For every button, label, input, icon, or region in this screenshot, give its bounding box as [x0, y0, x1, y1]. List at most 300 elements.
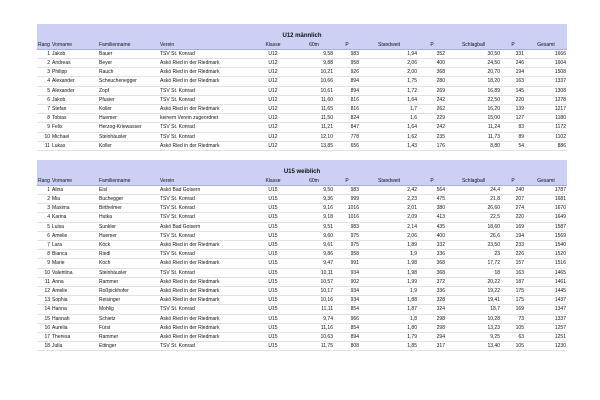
- cell-verein: Askö Ried in der Riedmark: [159, 104, 252, 113]
- cell-familienname: Huemer: [98, 231, 159, 240]
- cell-gesamt: 1347: [525, 305, 567, 314]
- cell-verein: Askö Ried in der Riedmark: [159, 286, 252, 295]
- cell-gesamt: 1666: [525, 49, 567, 58]
- cell-sprint-points: 983: [334, 185, 360, 194]
- table-row: [37, 314, 567, 323]
- table-row: [37, 240, 567, 249]
- cell-rang: 12: [37, 286, 51, 295]
- table-row: [37, 213, 567, 222]
- cell-standweit-points: 235: [418, 132, 446, 141]
- cell-klasse: U15: [252, 268, 294, 277]
- cell-sprint-60m: 10,63: [294, 332, 334, 341]
- cell-rang: 1: [37, 49, 51, 58]
- cell-familienname: Reisinger: [98, 296, 159, 305]
- cell-standweit: 1,6: [360, 114, 418, 123]
- cell-sprint-60m: 9,58: [294, 49, 334, 58]
- table-row: [37, 342, 567, 351]
- u12-results-table: [37, 24, 567, 151]
- column-header-sprint-60m: 60m: [294, 41, 334, 50]
- cell-familienname: Koch: [98, 259, 159, 268]
- cell-schlagball: 20,70: [446, 68, 501, 77]
- cell-standweit: 2,06: [360, 231, 418, 240]
- cell-familienname: Schietz: [98, 314, 159, 323]
- cell-vorname: Amelie: [51, 231, 98, 240]
- cell-gesamt: 1180: [525, 114, 567, 123]
- table-row: [37, 332, 567, 341]
- cell-vorname: Michael: [51, 132, 98, 141]
- cell-schlagball-points: 246: [501, 58, 525, 67]
- cell-standweit-points: 242: [418, 95, 446, 104]
- cell-standweit-points: 324: [418, 305, 446, 314]
- cell-schlagball-points: 63: [501, 332, 525, 341]
- cell-gesamt: 1465: [525, 268, 567, 277]
- cell-gesamt: 1172: [525, 123, 567, 132]
- cell-sprint-points: 934: [334, 268, 360, 277]
- cell-sprint-60m: 11,21: [294, 123, 334, 132]
- cell-schlagball-points: 169: [501, 305, 525, 314]
- cell-schlagball: 19,41: [446, 296, 501, 305]
- cell-familienname: Bauer: [98, 49, 159, 58]
- cell-schlagball: 22,50: [446, 95, 501, 104]
- cell-schlagball: 13,40: [446, 342, 501, 351]
- column-header-standweit-points: P: [418, 177, 446, 186]
- cell-sprint-points: 983: [334, 49, 360, 58]
- cell-sprint-60m: 11,50: [294, 114, 334, 123]
- column-header-standweit: Standweit: [360, 177, 418, 186]
- cell-klasse: U12: [252, 77, 294, 86]
- table-row: [37, 222, 567, 231]
- cell-schlagball: 24,4: [446, 185, 501, 194]
- cell-sprint-points: 958: [334, 250, 360, 259]
- cell-rang: 7: [37, 104, 51, 113]
- cell-standweit: 2,00: [360, 68, 418, 77]
- cell-klasse: U12: [252, 58, 294, 67]
- cell-sprint-points: 1016: [334, 213, 360, 222]
- cell-schlagball-points: 105: [501, 323, 525, 332]
- cell-standweit-points: 336: [418, 250, 446, 259]
- cell-vorname: Amelie: [51, 286, 98, 295]
- cell-vorname: Felix: [51, 123, 98, 132]
- cell-standweit-points: 413: [418, 213, 446, 222]
- cell-schlagball-points: 127: [501, 114, 525, 123]
- cell-verein: Askö Bad Goisern: [159, 222, 252, 231]
- cell-gesamt: 1587: [525, 222, 567, 231]
- cell-verein: keinem Verein zugeordnet: [159, 114, 252, 123]
- cell-standweit: 1,80: [360, 323, 418, 332]
- cell-sprint-points: 847: [334, 123, 360, 132]
- cell-schlagball-points: 331: [501, 49, 525, 58]
- cell-vorname: Jakob: [51, 95, 98, 104]
- column-header-familienname: Familienname: [98, 41, 159, 50]
- cell-vorname: Tobias: [51, 114, 98, 123]
- cell-schlagball: 9,25: [446, 332, 501, 341]
- cell-sprint-points: 999: [334, 194, 360, 203]
- cell-gesamt: 1787: [525, 185, 567, 194]
- cell-standweit-points: 229: [418, 114, 446, 123]
- cell-standweit-points: 317: [418, 342, 446, 351]
- table-row: [37, 86, 567, 95]
- cell-gesamt: 1569: [525, 231, 567, 240]
- table-row: [37, 305, 567, 314]
- cell-schlagball-points: 207: [501, 194, 525, 203]
- table-row: [37, 286, 567, 295]
- cell-verein: Askö Ried in der Riedmark: [159, 332, 252, 341]
- cell-vorname: Andreas: [51, 58, 98, 67]
- cell-verein: TSV St. Konrad: [159, 204, 252, 213]
- cell-schlagball-points: 233: [501, 240, 525, 249]
- cell-sprint-60m: 12,10: [294, 132, 334, 141]
- cell-verein: TSV St. Konrad: [159, 194, 252, 203]
- cell-sprint-60m: 9,18: [294, 213, 334, 222]
- cell-gesamt: 1337: [525, 314, 567, 323]
- cell-standweit-points: 368: [418, 268, 446, 277]
- cell-familienname: Fürst: [98, 323, 159, 332]
- cell-vorname: Mia: [51, 194, 98, 203]
- cell-sprint-points: 894: [334, 77, 360, 86]
- cell-schlagball: 19,22: [446, 286, 501, 295]
- cell-klasse: U12: [252, 132, 294, 141]
- cell-verein: TSV St. Konrad: [159, 305, 252, 314]
- cell-rang: 3: [37, 204, 51, 213]
- cell-rang: 2: [37, 58, 51, 67]
- cell-standweit: 1,89: [360, 240, 418, 249]
- cell-rang: 11: [37, 141, 51, 150]
- cell-schlagball: 11,73: [446, 132, 501, 141]
- cell-rang: 8: [37, 114, 51, 123]
- cell-rang: 6: [37, 95, 51, 104]
- cell-verein: Askö Ried in der Riedmark: [159, 277, 252, 286]
- cell-gesamt: 1516: [525, 259, 567, 268]
- column-header-klasse: Klasse: [252, 41, 294, 50]
- cell-gesamt: 1437: [525, 296, 567, 305]
- cell-familienname: Rammer: [98, 332, 159, 341]
- cell-sprint-points: 778: [334, 132, 360, 141]
- cell-standweit: 1,9: [360, 250, 418, 259]
- cell-schlagball: 18,20: [446, 77, 501, 86]
- table-row: [37, 259, 567, 268]
- cell-klasse: U15: [252, 185, 294, 194]
- cell-standweit: 2,01: [360, 204, 418, 213]
- cell-familienname: Koller: [98, 104, 159, 113]
- cell-familienname: Beyer: [98, 58, 159, 67]
- cell-schlagball-points: 187: [501, 277, 525, 286]
- cell-sprint-60m: 10,57: [294, 277, 334, 286]
- cell-schlagball-points: 194: [501, 231, 525, 240]
- cell-standweit: 1,98: [360, 259, 418, 268]
- cell-vorname: Philipp: [51, 68, 98, 77]
- cell-verein: Askö Ried in der Riedmark: [159, 259, 252, 268]
- cell-standweit-points: 336: [418, 286, 446, 295]
- cell-rang: 2: [37, 194, 51, 203]
- cell-standweit: 1,43: [360, 141, 418, 150]
- cell-standweit: 2,06: [360, 58, 418, 67]
- cell-familienname: Eisl: [98, 185, 159, 194]
- cell-verein: Askö Ried in der Riedmark: [159, 68, 252, 77]
- cell-vorname: Stefan: [51, 104, 98, 113]
- cell-schlagball-points: 157: [501, 259, 525, 268]
- table-row: [37, 231, 567, 240]
- cell-sprint-60m: 11,65: [294, 104, 334, 113]
- cell-rang: 7: [37, 240, 51, 249]
- cell-standweit-points: 372: [418, 277, 446, 286]
- table-row: [37, 49, 567, 58]
- cell-gesamt: 1681: [525, 194, 567, 203]
- cell-klasse: U15: [252, 305, 294, 314]
- cell-familienname: Köck: [98, 240, 159, 249]
- cell-verein: TSV St. Konrad: [159, 123, 252, 132]
- table-row: [37, 132, 567, 141]
- cell-sprint-points: 816: [334, 95, 360, 104]
- cell-familienname: Rauch: [98, 68, 159, 77]
- cell-gesamt: 1508: [525, 68, 567, 77]
- cell-standweit: 1,9: [360, 286, 418, 295]
- header-row: [37, 41, 567, 50]
- cell-sprint-60m: 13,85: [294, 141, 334, 150]
- cell-klasse: U15: [252, 259, 294, 268]
- cell-sprint-points: 854: [334, 323, 360, 332]
- cell-verein: TSV St. Konrad: [159, 86, 252, 95]
- column-header-verein: Verein: [159, 177, 252, 186]
- cell-standweit: 2,14: [360, 222, 418, 231]
- cell-verein: TSV St. Konrad: [159, 132, 252, 141]
- cell-verein: TSV St. Konrad: [159, 95, 252, 104]
- column-header-gesamt: Gesamt: [525, 177, 567, 186]
- cell-rang: 16: [37, 323, 51, 332]
- column-header-standweit-points: P: [418, 41, 446, 50]
- cell-klasse: U15: [252, 332, 294, 341]
- cell-standweit-points: 298: [418, 323, 446, 332]
- cell-sprint-60m: 9,51: [294, 222, 334, 231]
- cell-standweit-points: 262: [418, 104, 446, 113]
- table-row: [37, 77, 567, 86]
- cell-schlagball: 26,60: [446, 204, 501, 213]
- column-header-sprint-points: P: [334, 177, 360, 186]
- cell-vorname: Jakob: [51, 49, 98, 58]
- cell-klasse: U12: [252, 86, 294, 95]
- cell-sprint-60m: 9,36: [294, 194, 334, 203]
- column-header-vorname: Vorname: [51, 41, 98, 50]
- column-header-verein: Verein: [159, 41, 252, 50]
- cell-gesamt: 886: [525, 141, 567, 150]
- cell-sprint-points: 808: [334, 342, 360, 351]
- cell-sprint-points: 934: [334, 286, 360, 295]
- cell-schlagball-points: 175: [501, 286, 525, 295]
- cell-sprint-60m: 11,75: [294, 342, 334, 351]
- cell-vorname: Hanna: [51, 305, 98, 314]
- column-header-rang: Rang: [38, 177, 50, 184]
- cell-schlagball-points: 169: [501, 222, 525, 231]
- cell-verein: Askö Ried in der Riedmark: [159, 323, 252, 332]
- column-header-standweit: Standweit: [360, 41, 418, 50]
- cell-verein: Askö Bad Goisern: [159, 185, 252, 194]
- cell-schlagball-points: 73: [501, 314, 525, 323]
- cell-schlagball-points: 54: [501, 141, 525, 150]
- cell-gesamt: 1230: [525, 342, 567, 351]
- table-title: U15 weiblich: [37, 168, 567, 177]
- cell-vorname: Theresa: [51, 332, 98, 341]
- cell-schlagball: 23: [446, 250, 501, 259]
- cell-gesamt: 1217: [525, 104, 567, 113]
- cell-schlagball: 18,60: [446, 222, 501, 231]
- cell-vorname: Anna: [51, 277, 98, 286]
- cell-klasse: U15: [252, 314, 294, 323]
- cell-schlagball-points: 220: [501, 95, 525, 104]
- cell-verein: Askö Ried in der Riedmark: [159, 314, 252, 323]
- table-row: [37, 68, 567, 77]
- cell-klasse: U15: [252, 222, 294, 231]
- cell-vorname: Bianca: [51, 250, 98, 259]
- cell-klasse: U12: [252, 123, 294, 132]
- cell-schlagball-points: 194: [501, 68, 525, 77]
- cell-standweit-points: 328: [418, 296, 446, 305]
- cell-gesamt: 1102: [525, 132, 567, 141]
- table-row: [37, 141, 567, 150]
- cell-standweit: 1,79: [360, 332, 418, 341]
- cell-gesamt: 1445: [525, 286, 567, 295]
- cell-standweit: 1,8: [360, 314, 418, 323]
- cell-standweit-points: 242: [418, 123, 446, 132]
- cell-standweit: 1,94: [360, 49, 418, 58]
- cell-standweit-points: 400: [418, 58, 446, 67]
- cell-klasse: U12: [252, 95, 294, 104]
- u15-results-table: [37, 160, 567, 351]
- cell-gesamt: 1308: [525, 86, 567, 95]
- cell-schlagball: 23,50: [446, 240, 501, 249]
- cell-sprint-points: 894: [334, 332, 360, 341]
- cell-klasse: U15: [252, 194, 294, 203]
- cell-rang: 4: [37, 77, 51, 86]
- cell-schlagball-points: 163: [501, 268, 525, 277]
- cell-standweit-points: 475: [418, 194, 446, 203]
- cell-sprint-60m: 9,86: [294, 250, 334, 259]
- cell-standweit-points: 280: [418, 77, 446, 86]
- cell-schlagball: 10,28: [446, 314, 501, 323]
- cell-schlagball: 17,72: [446, 259, 501, 268]
- cell-familienname: Pfusier: [98, 95, 159, 104]
- cell-sprint-points: 926: [334, 68, 360, 77]
- cell-familienname: Steinhäusler: [98, 132, 159, 141]
- cell-rang: 8: [37, 250, 51, 259]
- cell-verein: TSV St. Konrad: [159, 268, 252, 277]
- cell-sprint-60m: 10,66: [294, 77, 334, 86]
- cell-schlagball-points: 240: [501, 185, 525, 194]
- cell-schlagball: 24,50: [446, 58, 501, 67]
- table-row: [37, 204, 567, 213]
- cell-rang: 5: [37, 86, 51, 95]
- cell-familienname: Zopf: [98, 86, 159, 95]
- cell-sprint-60m: 9,60: [294, 231, 334, 240]
- cell-verein: Askö Ried in der Riedmark: [159, 141, 252, 150]
- cell-rang: 10: [37, 132, 51, 141]
- cell-sprint-60m: 9,16: [294, 204, 334, 213]
- cell-schlagball: 26,6: [446, 231, 501, 240]
- column-header-schlagball: Schlagball: [446, 41, 501, 50]
- cell-familienname: Scheuchenegger: [98, 77, 159, 86]
- cell-sprint-points: 854: [334, 305, 360, 314]
- column-header-schlagball-points: P: [501, 41, 525, 50]
- cell-sprint-points: 966: [334, 314, 360, 323]
- cell-verein: Askö Ried in der Riedmark: [159, 240, 252, 249]
- cell-klasse: U15: [252, 204, 294, 213]
- cell-sprint-points: 902: [334, 277, 360, 286]
- cell-schlagball: 16,20: [446, 104, 501, 113]
- cell-sprint-points: 975: [334, 240, 360, 249]
- cell-gesamt: 1337: [525, 77, 567, 86]
- cell-schlagball: 20,22: [446, 277, 501, 286]
- cell-familienname: Koller: [98, 141, 159, 150]
- cell-schlagball-points: 105: [501, 342, 525, 351]
- cell-schlagball-points: 220: [501, 213, 525, 222]
- cell-rang: 4: [37, 213, 51, 222]
- cell-verein: TSV St. Konrad: [159, 250, 252, 259]
- cell-sprint-points: 1016: [334, 204, 360, 213]
- cell-gesamt: 1520: [525, 250, 567, 259]
- cell-standweit-points: 176: [418, 141, 446, 150]
- cell-schlagball-points: 145: [501, 86, 525, 95]
- cell-vorname: Luisa: [51, 222, 98, 231]
- cell-schlagball: 15,00: [446, 114, 501, 123]
- cell-familienname: Huemer: [98, 114, 159, 123]
- header-band: [37, 160, 567, 168]
- table-title: U12 männlich: [37, 32, 567, 41]
- cell-verein: Askö Ried in der Riedmark: [159, 58, 252, 67]
- cell-rang: 18: [37, 342, 51, 351]
- cell-klasse: U12: [252, 141, 294, 150]
- cell-klasse: U15: [252, 342, 294, 351]
- cell-schlagball-points: 83: [501, 123, 525, 132]
- cell-sprint-60m: 11,60: [294, 95, 334, 104]
- cell-rang: 5: [37, 222, 51, 231]
- column-header-vorname: Vorname: [51, 177, 98, 186]
- header-band: [37, 24, 567, 32]
- cell-familienname: Mohlig: [98, 305, 159, 314]
- cell-vorname: Karina: [51, 213, 98, 222]
- cell-standweit: 2,42: [360, 185, 418, 194]
- cell-standweit: 1,72: [360, 86, 418, 95]
- cell-vorname: Maxima: [51, 204, 98, 213]
- cell-schlagball: 16,89: [446, 86, 501, 95]
- cell-sprint-60m: 10,21: [294, 68, 334, 77]
- cell-gesamt: 1251: [525, 332, 567, 341]
- cell-rang: 11: [37, 277, 51, 286]
- cell-schlagball-points: 226: [501, 250, 525, 259]
- cell-gesamt: 1278: [525, 95, 567, 104]
- cell-klasse: U12: [252, 104, 294, 113]
- cell-klasse: U15: [252, 286, 294, 295]
- cell-sprint-60m: 9,50: [294, 185, 334, 194]
- cell-sprint-60m: 9,47: [294, 259, 334, 268]
- cell-rang: 1: [37, 185, 51, 194]
- table-row: [37, 323, 567, 332]
- cell-vorname: Lara: [51, 240, 98, 249]
- cell-klasse: U12: [252, 49, 294, 58]
- table-row: [37, 194, 567, 203]
- cell-vorname: Sophia: [51, 296, 98, 305]
- cell-rang: 9: [37, 259, 51, 268]
- cell-verein: Askö Ried in der Riedmark: [159, 77, 252, 86]
- cell-vorname: Alina: [51, 185, 98, 194]
- cell-standweit: 1,62: [360, 132, 418, 141]
- cell-gesamt: 1257: [525, 323, 567, 332]
- cell-schlagball: 21,8: [446, 194, 501, 203]
- cell-familienname: Hutka: [98, 213, 159, 222]
- cell-schlagball: 30,50: [446, 49, 501, 58]
- cell-sprint-points: 983: [334, 222, 360, 231]
- cell-sprint-points: 975: [334, 231, 360, 240]
- cell-schlagball: 18,7: [446, 305, 501, 314]
- cell-sprint-60m: 11,16: [294, 323, 334, 332]
- cell-sprint-points: 958: [334, 58, 360, 67]
